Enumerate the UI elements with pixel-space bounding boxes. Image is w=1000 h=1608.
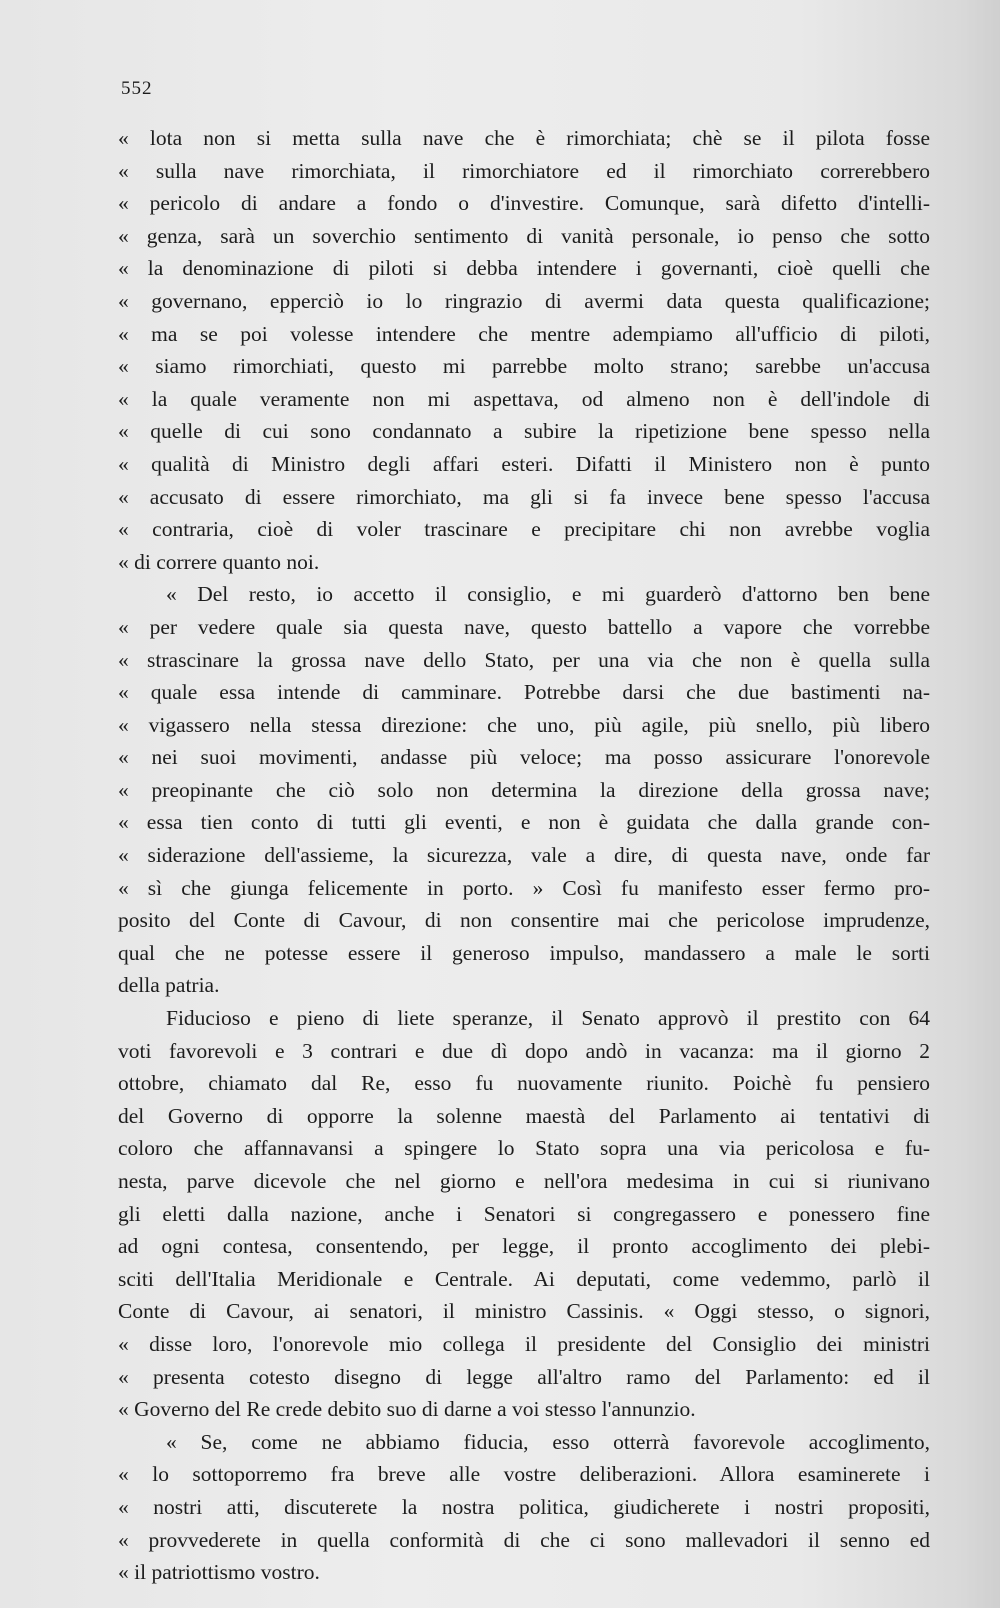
- text-line: « presenta cotesto disegno di legge all'altro ramo del Parlamento: ed il: [118, 1364, 930, 1389]
- text-line: ottobre, chiamato dal Re, esso fu nuovamente riunito. Poichè fu pensiero: [118, 1071, 930, 1096]
- text-line: ad ogni contesa, consentendo, per legge, il pronto accoglimento dei plebi-: [118, 1234, 930, 1259]
- text-line: « ma se poi volesse intendere che mentre adempiamo all'ufficio di piloti,: [118, 321, 930, 346]
- text-line: « sulla nave rimorchiata, il rimorchiatore ed il rimorchiato correrebbero: [118, 158, 930, 183]
- text-line: sciti dell'Italia Meridionale e Centrale. Ai deputati, come vedemmo, parlò il: [118, 1266, 930, 1291]
- text-line: della patria.: [118, 973, 220, 998]
- text-line: « genza, sarà un soverchio sentimento di vanità personale, io penso che sotto: [118, 223, 930, 248]
- text-line: coloro che affannavansi a spingere lo Stato sopra una via pericolosa e fu-: [118, 1136, 930, 1161]
- text-line: « la quale veramente non mi aspettava, od almeno non è dell'indole di: [118, 386, 930, 411]
- text-line: « nei suoi movimenti, andasse più veloce; ma posso assicurare l'onorevole: [118, 745, 930, 770]
- text-line: « governano, epperciò io lo ringrazio di avermi data questa qualificazione;: [118, 288, 930, 313]
- text-line: « Se, come ne abbiamo fiducia, esso otterrà favorevole accoglimento,: [166, 1429, 930, 1454]
- text-line: « per vedere quale sia questa nave, questo battello a vapore che vorrebbe: [118, 614, 930, 639]
- text-line: « disse loro, l'onorevole mio collega il presidente del Consiglio dei ministri: [118, 1331, 930, 1356]
- text-line: « lota non si metta sulla nave che è rimorchiata; chè se il pilota fosse: [118, 126, 930, 150]
- text-line: « Del resto, io accetto il consiglio, e mi guarderò d'attorno ben bene: [166, 582, 930, 607]
- text-line: « pericolo di andare a fondo o d'investire. Comunque, sarà difetto d'intelli-: [118, 191, 930, 216]
- text-line: « contraria, cioè di voler trascinare e precipitare chi non avrebbe voglia: [118, 517, 930, 542]
- text-line: « provvederete in quella conformità di che ci sono mallevadori il senno ed: [118, 1527, 930, 1552]
- text-line: « sì che giunga felicemente in porto. » Così fu manifesto esser fermo pro-: [118, 875, 930, 900]
- text-line: « di correre quanto noi.: [118, 549, 320, 574]
- text-line: « la denominazione di piloti si debba intendere i governanti, cioè quelli che: [118, 256, 930, 281]
- text-line: nesta, parve dicevole che nel giorno e nell'ora medesima in cui si riunivano: [118, 1169, 930, 1193]
- body-text: [118, 122, 930, 1589]
- text-line: « qualità di Ministro degli affari esteri. Difatti il Ministero non è punto: [118, 451, 930, 476]
- text-line: « essa tien conto di tutti gli eventi, e non è guidata che dalla grande con-: [118, 810, 930, 835]
- text-line: « strascinare la grossa nave dello Stato, per una via che non è quella sulla: [118, 647, 930, 672]
- text-line: « vigassero nella stessa direzione: che uno, più agile, più snello, più libero: [118, 712, 930, 737]
- text-line: « Governo del Re crede debito suo di darne a voi stesso l'annunzio.: [118, 1397, 696, 1422]
- text-line: « quelle di cui sono condannato a subire la ripetizione bene spesso nella: [118, 419, 930, 444]
- text-line: « lo sottoporremo fra breve alle vostre deliberazioni. Allora esaminerete i: [118, 1462, 930, 1487]
- text-line: posito del Conte di Cavour, di non consentire mai che pericolose imprudenze,: [118, 908, 930, 933]
- text-line: voti favorevoli e 3 contrari e due dì dopo andò in vacanza: ma il giorno 2: [118, 1038, 930, 1063]
- text-line: del Governo di opporre la solenne maestà del Parlamento ai tentativi di: [118, 1103, 930, 1128]
- text-line: « preopinante che ciò solo non determina la direzione della grossa nave;: [118, 777, 930, 802]
- text-line: « il patriottismo vostro.: [118, 1560, 320, 1585]
- text-line: « accusato di essere rimorchiato, ma gli si fa invece bene spesso l'accusa: [118, 484, 930, 509]
- text-line: « nostri atti, discuterete la nostra politica, giudicherete i nostri propositi,: [118, 1494, 930, 1519]
- text-line: « siamo rimorchiati, questo mi parrebbe molto strano; sarebbe un'accusa: [118, 354, 930, 379]
- text-line: « siderazione dell'assieme, la sicurezza, vale a dire, di questa nave, onde far: [118, 843, 930, 868]
- text-line: gli eletti dalla nazione, anche i Senatori si congregassero e ponessero fine: [118, 1201, 930, 1226]
- text-line: « quale essa intende di camminare. Potrebbe darsi che due bastimenti na-: [118, 680, 930, 705]
- text-line: qual che ne potesse essere il generoso impulso, mandassero a male le sorti: [118, 940, 930, 965]
- text-line: Fiducioso e pieno di liete speranze, il Senato approvò il prestito con 64: [166, 1006, 930, 1031]
- page-number: 552: [121, 78, 153, 99]
- text-line: Conte di Cavour, ai senatori, il ministro Cassinis. « Oggi stesso, o signori,: [118, 1299, 930, 1324]
